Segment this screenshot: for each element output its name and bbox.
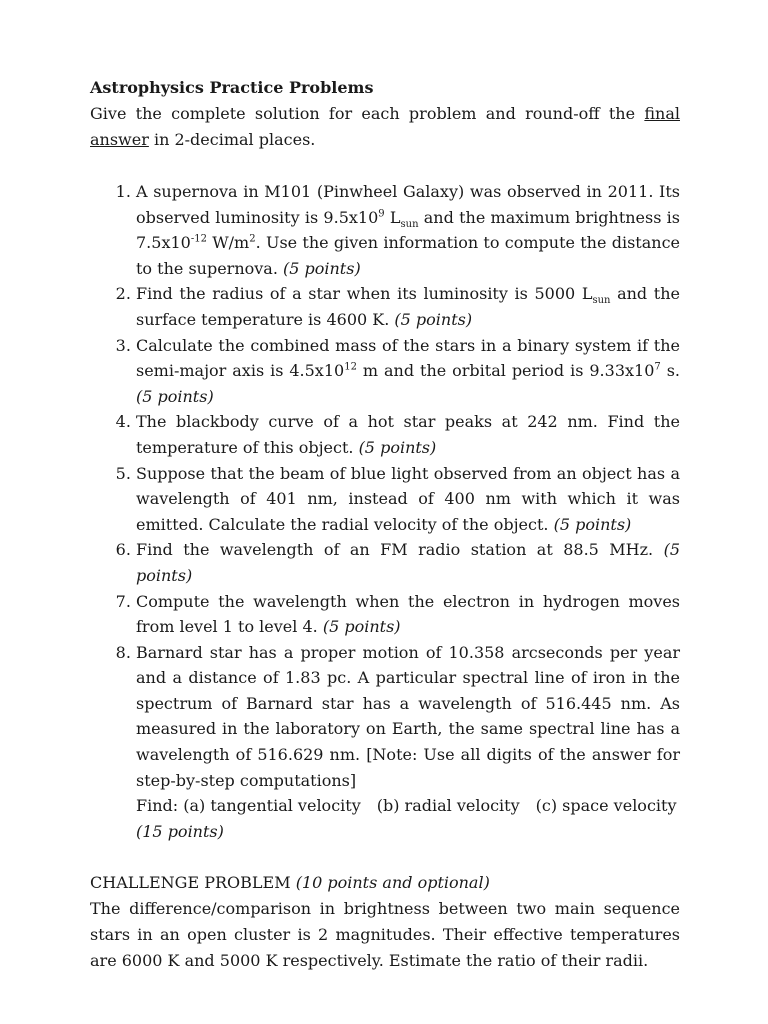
challenge-body: The difference/comparison in brightness between two main sequence stars in an open cluster is 2 magnitudes. Their effective temperatures are 6000 K and 5000 K respectively. Estimate the ratio of their radii. — [90, 899, 680, 971]
instructions — [90, 101, 680, 153]
problem-points: (5 points) — [322, 617, 401, 637]
problem-2: 2. Find the radius of a star when its luminosity is 5000 $L_{sun}$ and the surface temperature is 4600 K. (5 points) — [136, 281, 680, 332]
problem-6: 6. Find the wavelength of an FM radio station at 88.5 MHz. (5 points) — [136, 537, 680, 588]
find-a: Find: (a) tangential velocity — [136, 796, 361, 816]
problem-5: 5. Suppose that the beam of blue light observed from an object has a wavelength of 401 nm, instead of 400 nm with which it was emitted. Calculate the radial velocity of the object. (5 points) — [136, 461, 680, 538]
challenge-heading: CHALLENGE PROBLEM (10 points and optional) — [90, 873, 490, 893]
problem-points: (5 points) — [283, 258, 361, 278]
instructions-text: Give the complete solution for each problem and round-off the — [90, 104, 645, 123]
problem-points: (5 points) — [136, 386, 214, 406]
problem-points: (5 points) — [358, 437, 437, 457]
problem-points: (5 points) — [553, 514, 632, 534]
problem-points: (5 points) — [394, 309, 473, 329]
instructions-text-end: in 2-decimal places. — [148, 130, 316, 149]
problem-list — [90, 179, 680, 844]
problem-points: (5 points) — [136, 540, 680, 585]
problem-1: 1. A supernova in M101 (Pinwheel Galaxy) was observed in 2011. Its observed luminosity is $9.5x10^9$ $L_{sun}$ and the maximum brightness is $7.5x10^{-12}$ $W/m^2$. Use the given information to compute the distance to the supernova. (5 points) — [136, 179, 680, 281]
instructions-underlined: final answer — [90, 104, 680, 149]
find-row — [136, 793, 680, 819]
document-title: Astrophysics Practice Problems — [90, 78, 374, 97]
challenge-problem — [90, 870, 680, 974]
problem-3: 3. Calculate the combined mass of the stars in a binary system if the semi-major axis is $4.5x10^{12}$ m and the orbital period is $9.33x10^7$ s. (5 points) — [136, 333, 680, 410]
problem-8: 8. Barnard star has a proper motion of 10.358 arcseconds per year and a distance of 1.83 pc. A particular spectral line of iron in the spectrum of Barnard star has a wavelength of 516.445 nm. As measured in the laboratory on Earth, the same spectral line has a wavelength of 516.629 nm. [Note: Use all digits of the answer for step-by-step computations] Find: (a) tangential velocity (b) radial velocity (c) space velocity (15 points) — [136, 640, 680, 845]
find-c: (c) space velocity — [535, 796, 677, 816]
find-b: (b) radial velocity — [376, 796, 520, 816]
problem-4: 4. The blackbody curve of a hot star peaks at 242 nm. Find the temperature of this object. (5 points) — [136, 409, 680, 460]
problem-points: (15 points) — [136, 821, 224, 841]
problem-7: 7. Compute the wavelength when the electron in hydrogen moves from level 1 to level 4. (5 points) — [136, 589, 680, 640]
challenge-points: (10 points and optional) — [295, 873, 490, 893]
